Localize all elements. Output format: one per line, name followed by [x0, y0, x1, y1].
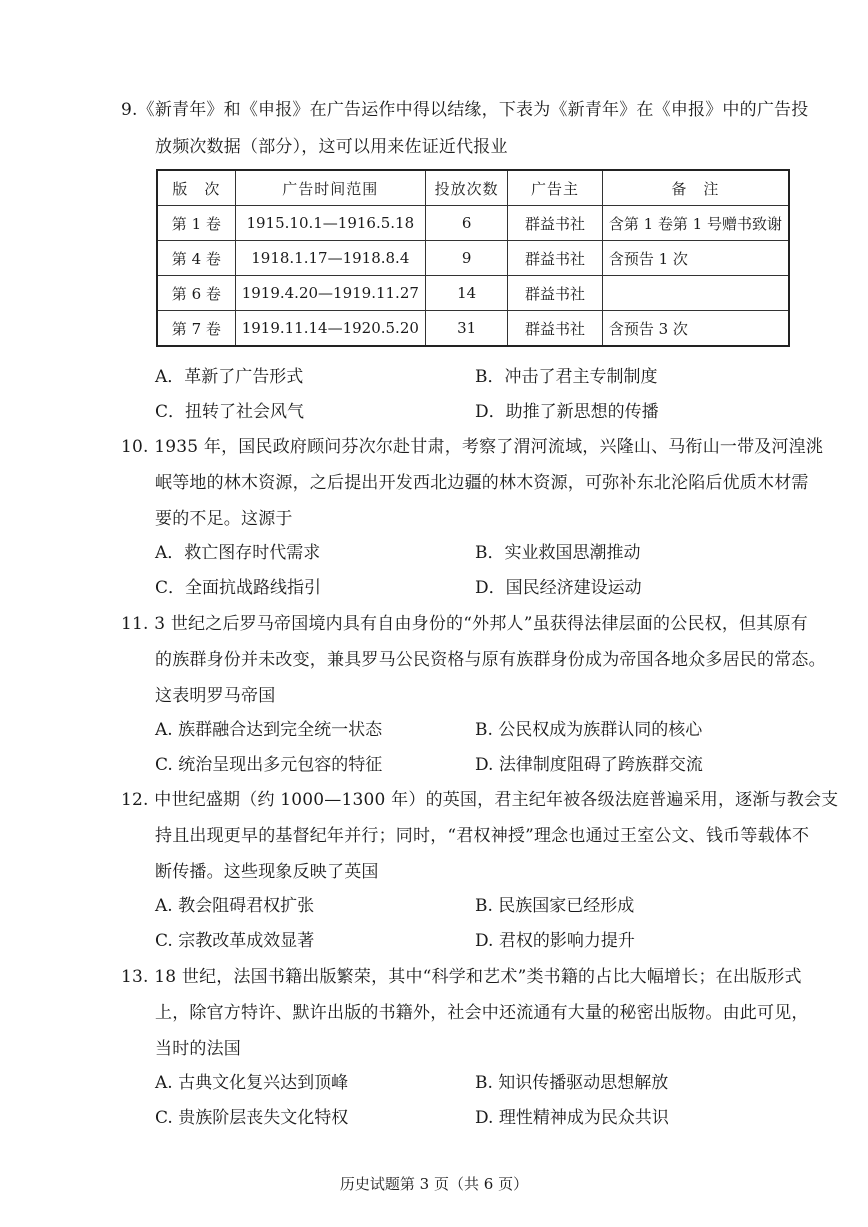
q11-option-c[interactable]: C. 统治呈现出多元包容的特征	[155, 755, 383, 775]
table-cell: 第 1 卷	[157, 206, 235, 241]
table-cell: 31	[425, 311, 507, 347]
q9-stem-line1: 9.《新青年》和《申报》在广告运作中得以结缘，下表为《新青年》在《申报》中的广告投	[121, 100, 809, 120]
q12-stem-line1: 12. 中世纪盛期（约 1000—1300 年）的英国，君主纪年被各级法庭普遍采用，逐渐与教会支	[121, 790, 839, 810]
table-header-row	[157, 170, 789, 206]
table-cell: 第 7 卷	[157, 311, 235, 347]
table-cell: 1915.10.1—1916.5.18	[235, 206, 425, 241]
table-cell: 14	[425, 276, 507, 311]
q11-stem-line3: 这表明罗马帝国	[155, 686, 276, 706]
table-cell: 1919.4.20—1919.11.27	[235, 276, 425, 311]
table-cell: 第 4 卷	[157, 241, 235, 276]
table-header: 备 注	[602, 170, 789, 206]
table-cell: 群益书社	[508, 241, 603, 276]
q13-option-c[interactable]: C. 贵族阶层丧失文化特权	[155, 1108, 349, 1128]
table-header: 版 次	[157, 170, 235, 206]
q12-option-d[interactable]: D. 君权的影响力提升	[475, 931, 635, 951]
page-footer: 历史试题第 3 页（共 6 页）	[339, 1175, 529, 1193]
q12-option-c[interactable]: C. 宗教改革成效显著	[155, 931, 315, 951]
q9-option-a[interactable]: A．革新了广告形式	[155, 367, 304, 387]
table-cell: 第 6 卷	[157, 276, 235, 311]
table-cell: 群益书社	[508, 311, 603, 347]
q13-stem-line3: 当时的法国	[155, 1039, 241, 1059]
table-cell: 群益书社	[508, 276, 603, 311]
table-row	[157, 206, 789, 241]
q9-option-c[interactable]: C．扭转了社会风气	[155, 402, 305, 422]
q10-option-a[interactable]: A．救亡图存时代需求	[155, 543, 321, 563]
q13-stem-line1: 13. 18 世纪，法国书籍出版繁荣，其中“科学和艺术”类书籍的占比大幅增长；在出版形式	[121, 967, 802, 987]
table-row	[157, 276, 789, 311]
q10-stem-line2: 岷等地的林木资源，之后提出开发西北边疆的林木资源，可弥补东北沦陷后优质木材需	[155, 473, 809, 493]
q12-stem-line3: 断传播。这些现象反映了英国	[155, 862, 379, 882]
table-cell: 9	[425, 241, 507, 276]
q10-option-d[interactable]: D．国民经济建设运动	[475, 578, 642, 598]
ad-frequency-table	[156, 169, 790, 347]
q13-option-d[interactable]: D. 理性精神成为民众共识	[475, 1108, 669, 1128]
table-row	[157, 241, 789, 276]
table-header: 广告时间范围	[235, 170, 425, 206]
table-cell	[602, 276, 789, 311]
q12-option-b[interactable]: B. 民族国家已经形成	[475, 896, 635, 916]
q11-option-b[interactable]: B. 公民权成为族群认同的核心	[475, 720, 703, 740]
table-cell: 含预告 1 次	[602, 241, 789, 276]
q10-stem-line1: 10. 1935 年，国民政府顾问芬次尔赴甘肃，考察了渭河流域，兴隆山、马衔山一带及河湟洮	[121, 437, 824, 457]
q10-option-b[interactable]: B．实业救国思潮推动	[475, 543, 641, 563]
q9-stem-line2: 放频次数据（部分），这可以用来佐证近代报业	[155, 137, 508, 157]
table-cell: 1918.1.17—1918.8.4	[235, 241, 425, 276]
q12-stem-line2: 持且出现更早的基督纪年并行；同时，“君权神授”理念也通过王室公文、钱币等载体不	[155, 826, 810, 846]
q13-option-b[interactable]: B. 知识传播驱动思想解放	[475, 1073, 669, 1093]
table-row	[157, 311, 789, 347]
table-header: 投放次数	[425, 170, 507, 206]
q11-stem-line2: 的族群身份并未改变，兼具罗马公民资格与原有族群身份成为帝国各地众多居民的常态。	[155, 650, 826, 670]
q13-option-a[interactable]: A. 古典文化复兴达到顶峰	[155, 1073, 349, 1093]
q11-option-a[interactable]: A. 族群融合达到完全统一状态	[155, 720, 383, 740]
q9-option-d[interactable]: D．助推了新思想的传播	[475, 402, 659, 422]
table-cell: 含第 1 卷第 1 号赠书致谢	[602, 206, 789, 241]
table-cell: 群益书社	[508, 206, 603, 241]
table-header: 广告主	[508, 170, 603, 206]
table-cell: 含预告 3 次	[602, 311, 789, 347]
q13-stem-line2: 上，除官方特许、默许出版的书籍外，社会中还流通有大量的秘密出版物。由此可见，	[155, 1003, 809, 1023]
q11-option-d[interactable]: D. 法律制度阻碍了跨族群交流	[475, 755, 703, 775]
q10-stem-line3: 要的不足。这源于	[155, 509, 293, 529]
q11-stem-line1: 11. 3 世纪之后罗马帝国境内具有自由身份的“外邦人”虽获得法律层面的公民权，但其原有	[121, 614, 808, 634]
table-cell: 6	[425, 206, 507, 241]
q12-option-a[interactable]: A. 教会阻碍君权扩张	[155, 896, 315, 916]
q9-option-b[interactable]: B．冲击了君主专制制度	[475, 367, 658, 387]
q10-option-c[interactable]: C．全面抗战路线指引	[155, 578, 322, 598]
table-cell: 1919.11.14—1920.5.20	[235, 311, 425, 347]
